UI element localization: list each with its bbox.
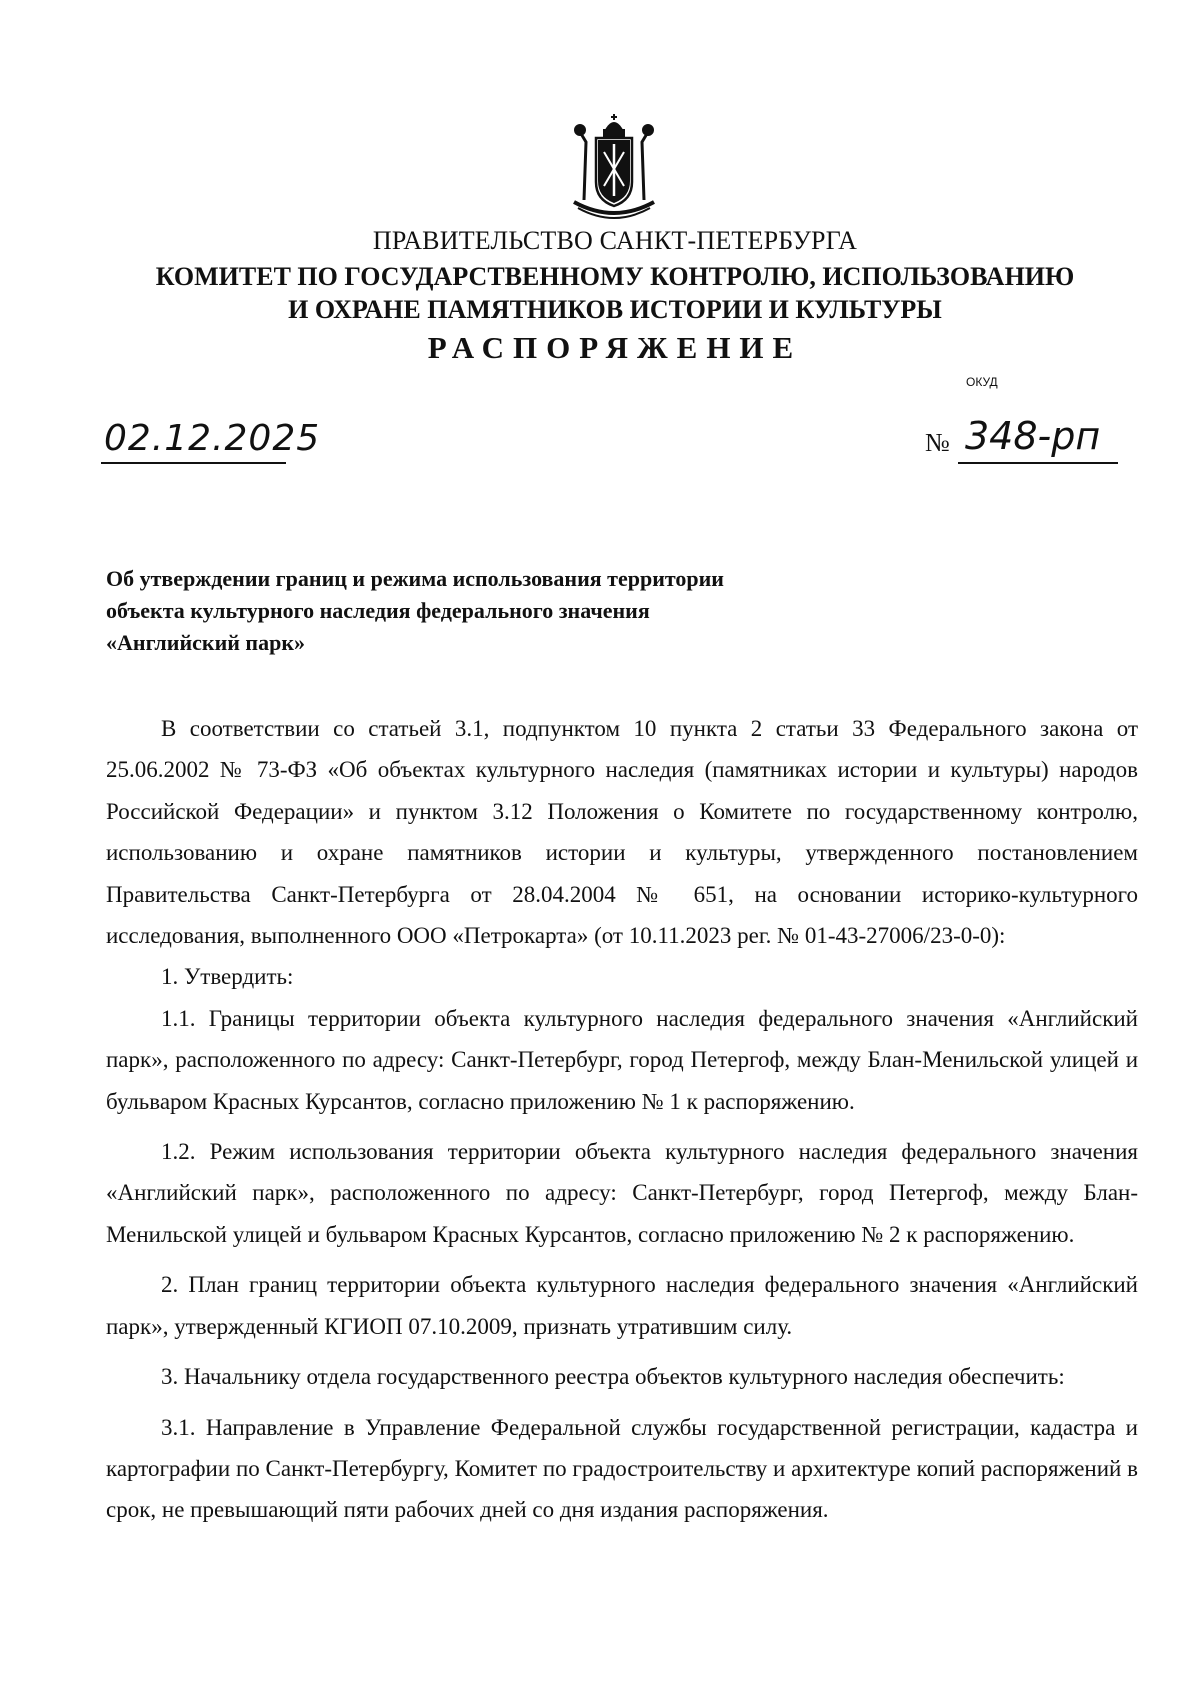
item-3-1: 3.1. Направление в Управление Федеральной службы государственной регистрации, кадастра и картографии по Санкт-Петербургу, Комитет по градостроительству и архитектуре копий распоряжений в срок, не превышающий пяти рабочих дней со дня издания распоряжения. (106, 1414, 1138, 1523)
item-2: 2. План границ территории объекта культурного наследия федерального значения «Английский парк», утвержденный КГИОП 07.10.2009, признать утратившим силу. (106, 1272, 1138, 1339)
government-name: ПРАВИТЕЛЬСТВО САНКТ-ПЕТЕРБУРГА (372, 226, 858, 255)
document-body (106, 708, 1138, 1531)
document-subject (106, 563, 724, 659)
committee-name (0, 260, 1200, 326)
document-date: 02.12.2025 (104, 418, 321, 459)
item-3: 3. Начальнику отдела государственного реестра объектов культурного наследия обеспечить: (161, 1364, 1065, 1390)
preamble-paragraph: В соответствии со статьей 3.1, подпунктом 10 пункта 2 статьи 33 Федерального закона от 25.06.2002 № 73-ФЗ «Об объектах культурного наследия (памятниках истории и культуры) народов Российской Федерации» и пунктом 3.12 Положения о Комитете по государственному контролю, использованию и охране памятников истории и культуры, утвержденного постановлением Правительства Санкт-Петербурга от 28.04.2004 № 651, на основании историко-культурного исследования, выполненного ООО «Петрокарта» (от 10.11.2023 рег. № 01-43-27006/23-0-0): (106, 716, 1138, 949)
coat-of-arms-icon (568, 112, 660, 220)
item-1-2: 1.2. Режим использования территории объекта культурного наследия федерального значения «Английский парк», расположенного по адресу: Санкт-Петербург, город Петергоф, между Блан-Менильской улицей и бульваром Красных Курсантов, согласно приложению № 2 к распоряжению. (106, 1139, 1138, 1247)
item-1-1: 1.1. Границы территории объекта культурного наследия федерального значения «Английский парк», расположенного по адресу: Санкт-Петербург, город Петергоф, между Блан-Менильской улицей и бульваром Красных Курсантов, согласно приложению № 1 к распоряжению. (106, 1005, 1138, 1114)
item-1: 1. Утвердить: (161, 964, 294, 990)
number-sign: № (925, 428, 950, 457)
date-underline (101, 462, 286, 464)
okud-label: ОКУД (966, 375, 998, 389)
number-underline (958, 462, 1118, 464)
document-type-title: РАСПОРЯЖЕНИЕ (427, 330, 803, 365)
committee-name-line: КОМИТЕТ ПО ГОСУДАРСТВЕННОМУ КОНТРОЛЮ, ИСПОЛЬЗОВАНИЮ (155, 262, 1075, 291)
committee-name-line: И ОХРАНЕ ПАМЯТНИКОВ ИСТОРИИ И КУЛЬТУРЫ (288, 295, 942, 324)
subject-line: объекта культурного наследия федерального значения (106, 598, 650, 623)
document-number: 348-рп (965, 414, 1101, 458)
subject-line: «Английский парк» (106, 630, 306, 655)
subject-line: Об утверждении границ и режима использования территории (106, 566, 724, 591)
